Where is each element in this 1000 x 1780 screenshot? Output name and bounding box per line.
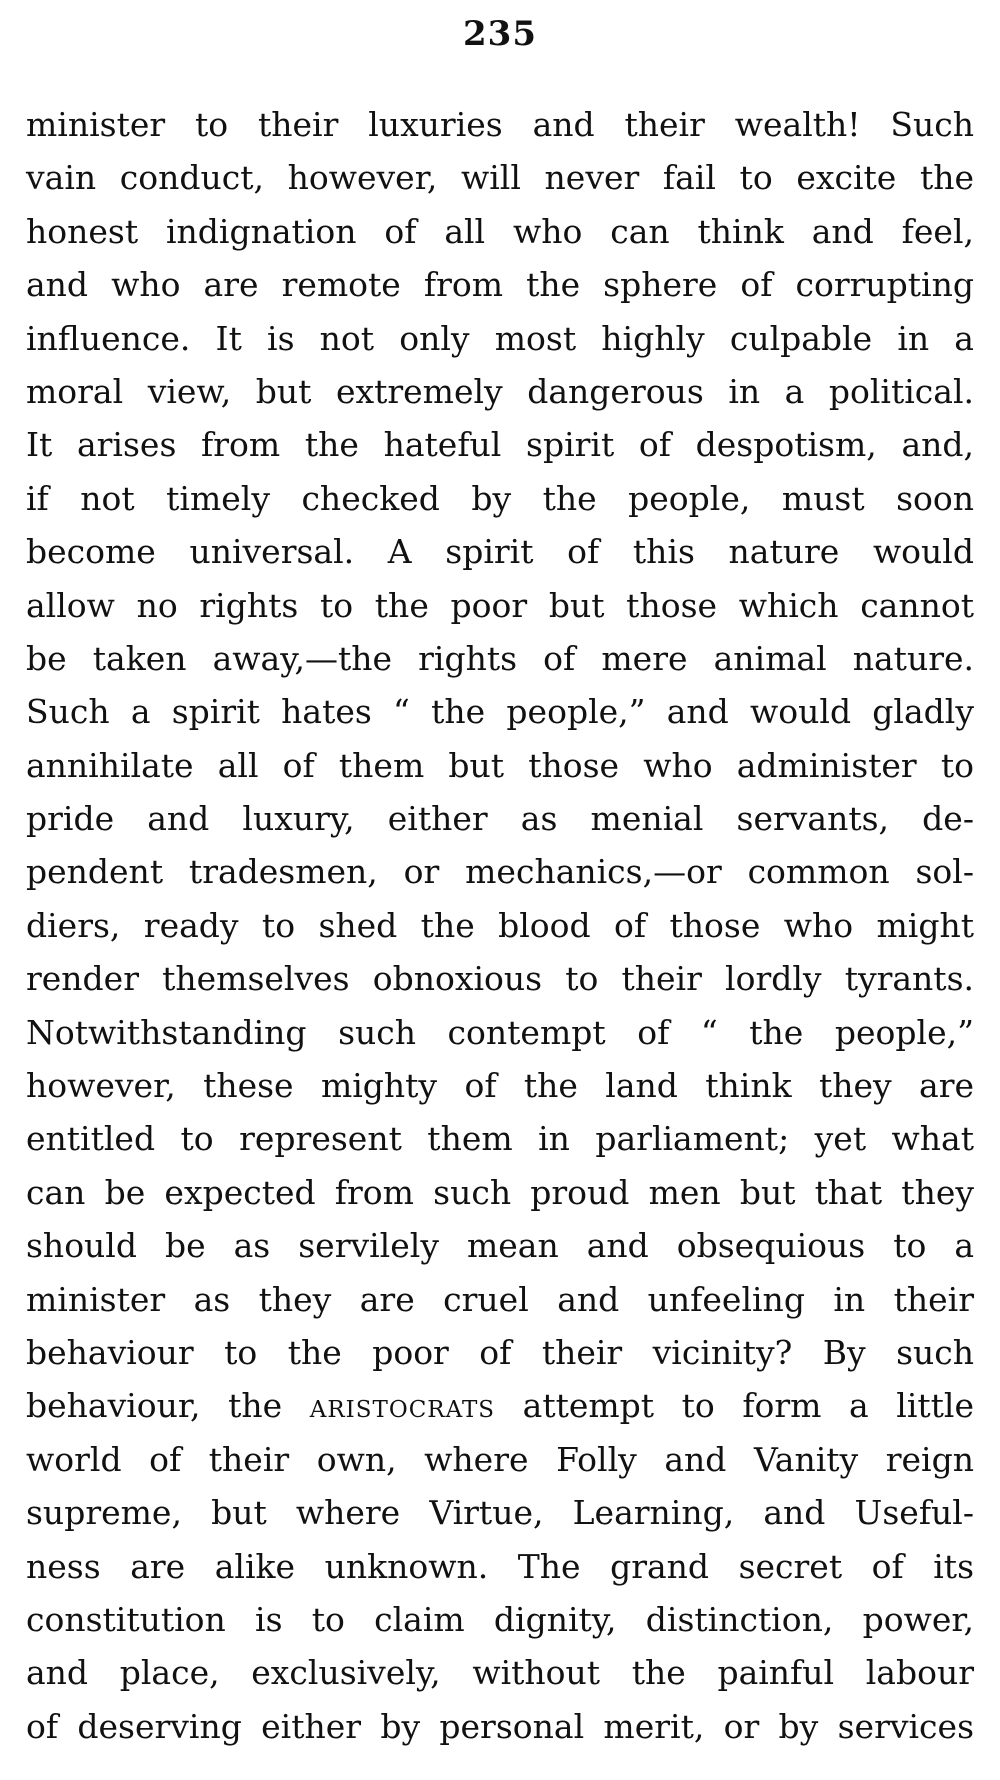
text-line-22: should be as servilely mean and obsequious to a bbox=[26, 1226, 974, 1266]
text-line-19: however, these mighty of the land think they are bbox=[26, 1066, 974, 1106]
text-line-20: entitled to represent them in parliament; yet what bbox=[26, 1119, 974, 1159]
text-line-28: ness are alike unknown. The grand secret of its bbox=[26, 1546, 974, 1586]
text-line-11: be taken away,—the rights of mere animal nature. bbox=[26, 638, 974, 678]
text-line-14: pride and luxury, either as menial servants, de- bbox=[26, 799, 974, 839]
text-line-21: can be expected from such proud men but that they bbox=[26, 1172, 974, 1212]
text-line-7: It arises from the hateful spirit of despotism, and, bbox=[26, 425, 974, 465]
aristocrats-smallcaps: aristocrats bbox=[309, 1386, 496, 1426]
text-line-8: if not timely checked by the people, must soon bbox=[26, 478, 974, 518]
text-line-30: and place, exclusively, without the painful labour bbox=[26, 1653, 974, 1693]
text-line-15: pendent tradesmen, or mechanics,—or common sol- bbox=[26, 852, 974, 892]
text-line-16: diers, ready to shed the blood of those who might bbox=[26, 905, 974, 945]
text-line-4: and who are remote from the sphere of corrupting bbox=[26, 265, 974, 305]
line-25-before: behaviour, the bbox=[26, 1386, 310, 1426]
text-line-13: annihilate all of them but those who administer to bbox=[26, 745, 974, 785]
text-line-23: minister as they are cruel and unfeeling in their bbox=[26, 1279, 974, 1319]
text-line-6: moral view, but extremely dangerous in a political. bbox=[26, 371, 974, 411]
text-line-1: minister to their luxuries and their wealth! Such bbox=[26, 105, 974, 144]
text-line-25 bbox=[26, 1379, 974, 1432]
text-line-9: become universal. A spirit of this nature would bbox=[26, 532, 974, 572]
text-line-18: Notwithstanding such contempt of “ the people,” bbox=[26, 1012, 974, 1052]
line-25-after: attempt to form a little bbox=[495, 1386, 974, 1426]
body-text bbox=[26, 98, 974, 1753]
text-line-2: vain conduct, however, will never fail to excite the bbox=[26, 158, 974, 198]
page-number: 235 bbox=[463, 14, 537, 54]
text-line-29: constitution is to claim dignity, distinction, power, bbox=[26, 1599, 974, 1639]
text-line-27: supreme, but where Virtue, Learning, and Useful- bbox=[26, 1493, 974, 1533]
text-line-3: honest indignation of all who can think and feel, bbox=[26, 211, 974, 251]
text-line-26: world of their own, where Folly and Vanity reign bbox=[26, 1439, 974, 1479]
text-line-24: behaviour to the poor of their vicinity? By such bbox=[26, 1332, 974, 1372]
text-line-31: of deserving either by personal merit, or by services bbox=[26, 1706, 974, 1746]
text-line-17: render themselves obnoxious to their lordly tyrants. bbox=[26, 959, 974, 999]
text-line-10: allow no rights to the poor but those which cannot bbox=[26, 585, 974, 625]
text-line-12: Such a spirit hates “ the people,” and would gladly bbox=[26, 692, 974, 732]
text-line-5: influence. It is not only most highly culpable in a bbox=[26, 318, 974, 358]
